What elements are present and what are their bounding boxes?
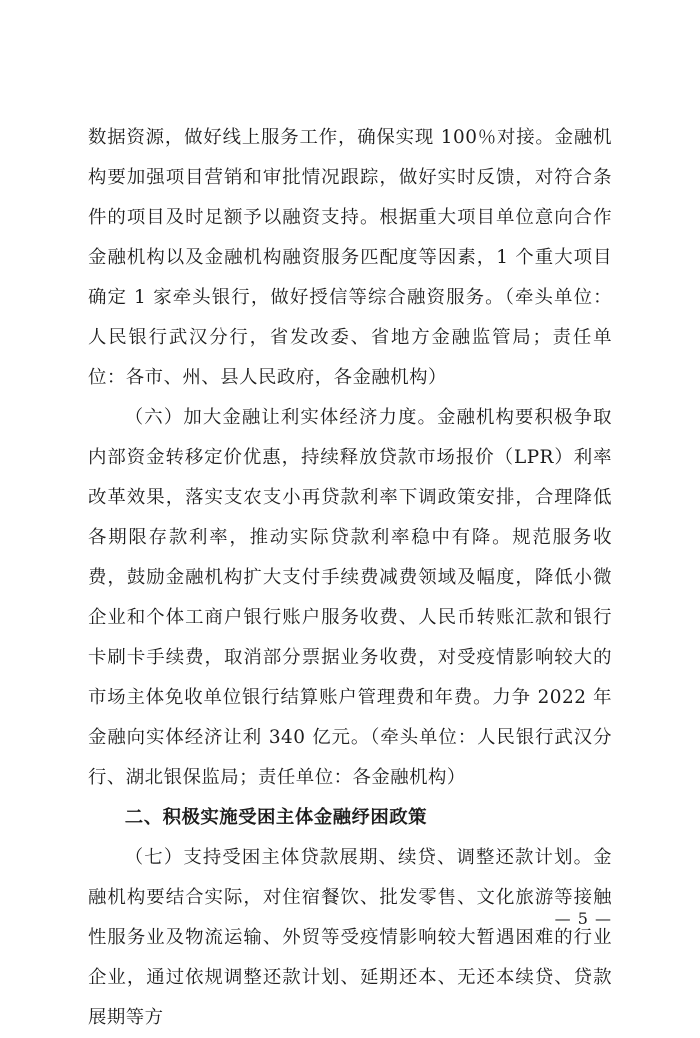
paragraph-item-seven: （七）支持受困主体贷款展期、续贷、调整还款计划。金融机构要结合实际，对住宿餐饮、批发零售、文化旅游等接触性服务业及物流运输、外贸等受疫情影响较大暂遇困难的行业企业，通过依规调整还款计划、延期还本、无还本续贷、贷款展期等方 bbox=[88, 847, 612, 1028]
paragraph-continued-five: 数据资源，做好线上服务工作，确保实现 100％对接。金融机构要加强项目营销和审批情况跟踪，做好实时反馈，对符合条件的项目及时足额予以融资支持。根据重大项目单位意向合作金融机构以及金融机构融资服务匹配度等因素，1 个重大项目确定 1 家牵头银行，做好授信等综合融资服务。（牵头单位：人民银行武汉分行，省发改委、省地方金融监管局；责任单位：各市、州、县人民政府，各金融机构） bbox=[88, 127, 612, 388]
page-number-footer: — 5 — bbox=[554, 909, 612, 928]
heading-section-two: 二、积极实施受困主体金融纾困政策 bbox=[124, 807, 428, 828]
document-body bbox=[88, 118, 612, 1038]
paragraph-item-six: （六）加大金融让利实体经济力度。金融机构要积极争取内部资金转移定价优惠，持续释放贷款市场报价（LPR）利率改革效果，落实支农支小再贷款利率下调政策安排，合理降低各期限存款利率，推动实际贷款利率稳中有降。规范服务收费，鼓励金融机构扩大支付手续费减费领域及幅度，降低小微企业和个体工商户银行账户服务收费、人民币转账汇款和银行卡刷卡手续费，取消部分票据业务收费，对受疫情影响较大的市场主体免收单位银行结算账户管理费和年费。力争 2022 年金融向实体经济让利 340 亿元。（牵头单位：人民银行武汉分行、湖北银保监局；责任单位：各金融机构） bbox=[88, 407, 612, 788]
